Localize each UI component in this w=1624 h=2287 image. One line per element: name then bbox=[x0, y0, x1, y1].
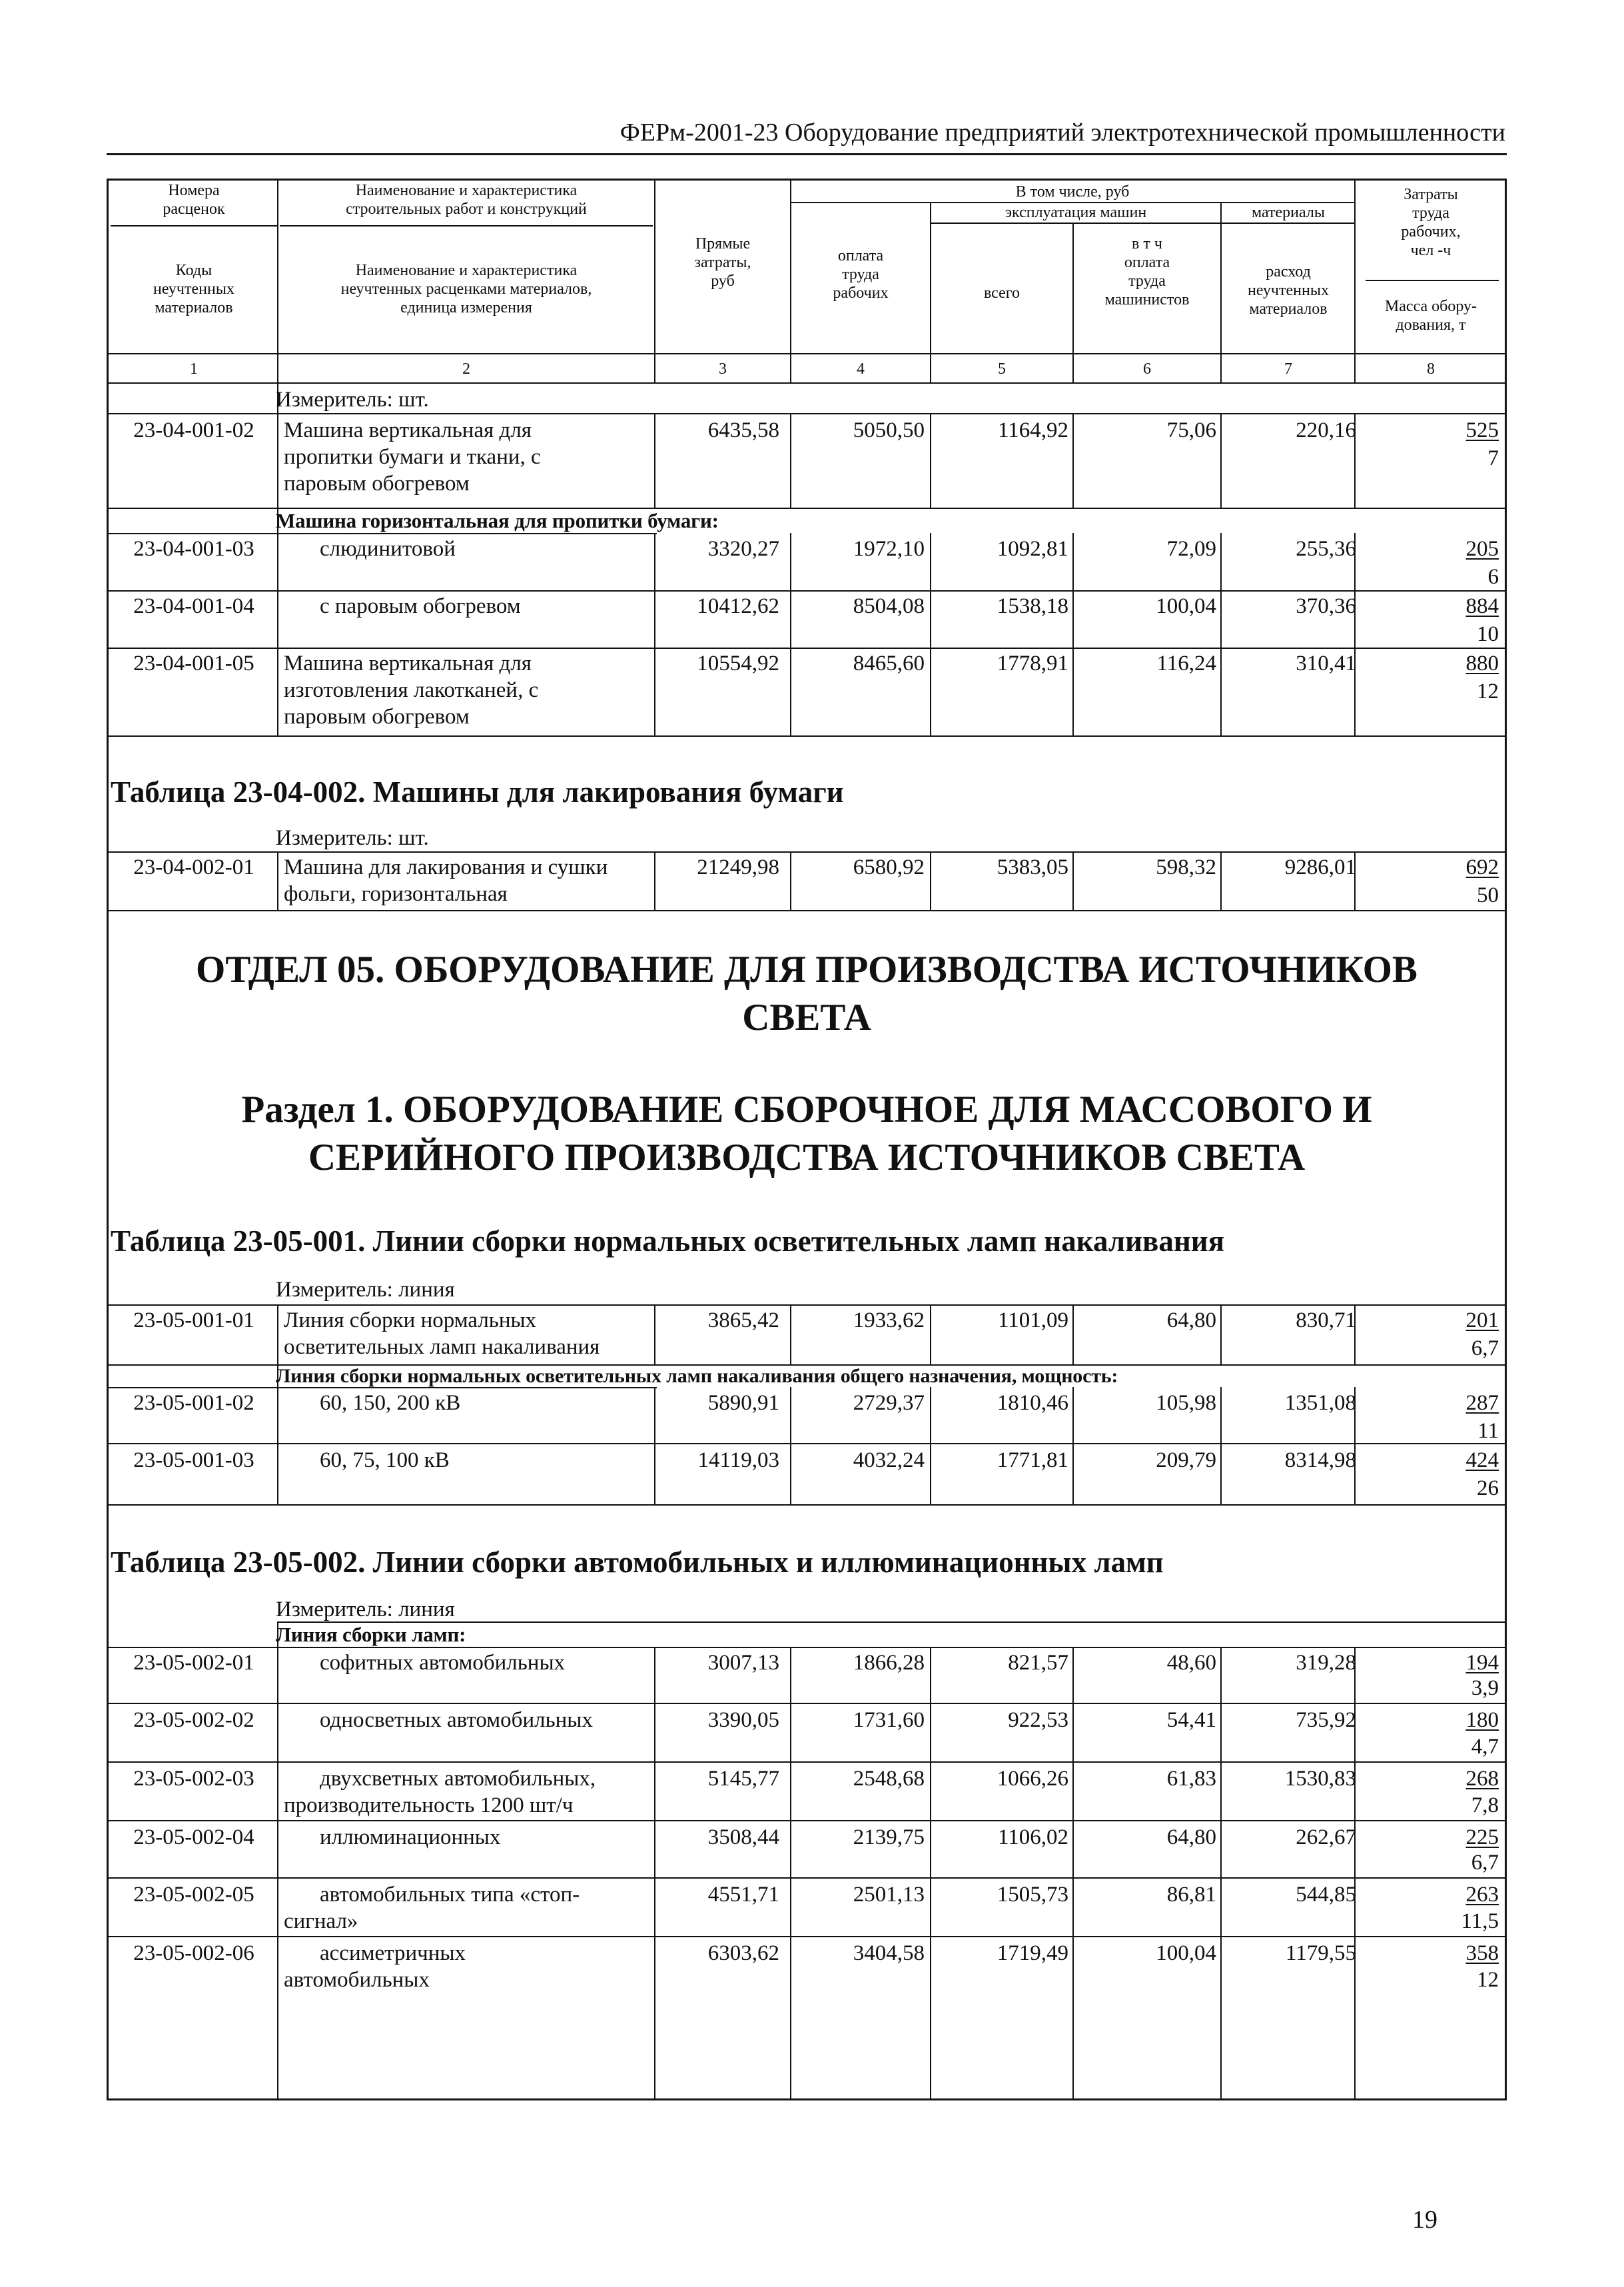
col-line bbox=[1220, 1304, 1222, 1364]
machine-total: 5383,05 bbox=[997, 855, 1068, 879]
materials-cost: 262,67 bbox=[1296, 1825, 1356, 1849]
header-line: Коды bbox=[175, 262, 212, 279]
rate-code: 23-04-002-01 bbox=[133, 855, 254, 879]
name-line: слюдинитовой bbox=[320, 537, 456, 561]
materials-cost: 220,16 bbox=[1296, 418, 1356, 442]
header-line: Прямые bbox=[695, 235, 751, 252]
materials-cost: 370,36 bbox=[1296, 594, 1356, 618]
col7-header bbox=[1223, 262, 1354, 318]
col-line bbox=[1220, 202, 1222, 382]
labor-hours: 180 bbox=[1465, 1708, 1499, 1732]
labor-hours: 201 bbox=[1465, 1308, 1499, 1332]
name-line: софитных автомобильных bbox=[320, 1651, 566, 1675]
machinist-wages: 100,04 bbox=[1156, 1941, 1216, 1965]
exploitation-header: эксплуатация машин bbox=[1005, 204, 1147, 221]
equipment-mass: 6,7 bbox=[1471, 1336, 1499, 1360]
col-line bbox=[930, 202, 931, 382]
header-rule bbox=[107, 153, 1507, 155]
rate-code: 23-05-001-01 bbox=[133, 1308, 254, 1332]
materials-cost: 8314,98 bbox=[1284, 1448, 1356, 1472]
page-header: ФЕРм-2001-23 Оборудование предприятий электротехнической промышленности bbox=[619, 119, 1505, 147]
col-line bbox=[930, 533, 931, 735]
subsection-title bbox=[111, 1086, 1503, 1182]
rate-code: 23-04-001-03 bbox=[133, 537, 254, 561]
group-subhead: Линия сборки ламп: bbox=[276, 1623, 466, 1646]
col3-header bbox=[657, 234, 789, 290]
header-line: Затраты bbox=[1404, 186, 1458, 203]
header-line: расход bbox=[1266, 263, 1311, 280]
col-line bbox=[1354, 533, 1356, 735]
rate-code: 23-05-002-04 bbox=[133, 1825, 254, 1849]
machine-total: 922,53 bbox=[1008, 1708, 1068, 1732]
rate-name bbox=[320, 593, 659, 620]
name-line: паровым обогревом bbox=[284, 472, 470, 496]
table-title: Таблица 23-05-002. Линии сборки автомобильных и иллюминационных ламп bbox=[111, 1546, 1164, 1579]
section-title-line: СВЕТА bbox=[742, 997, 871, 1039]
rate-name bbox=[284, 417, 657, 497]
labor-hours: 263 bbox=[1465, 1883, 1499, 1907]
header-line: неучтенных bbox=[153, 280, 234, 298]
labor-wages: 8504,08 bbox=[853, 594, 925, 618]
direct-costs: 10412,62 bbox=[697, 594, 779, 618]
equipment-mass: 4,7 bbox=[1471, 1735, 1499, 1759]
exploitation-rule bbox=[930, 223, 1354, 224]
labor-hours: 358 bbox=[1465, 1941, 1499, 1965]
machine-total: 1066,26 bbox=[997, 1767, 1068, 1791]
direct-costs: 3865,42 bbox=[707, 1308, 779, 1332]
equipment-mass: 7,8 bbox=[1471, 1793, 1499, 1817]
name-line: с паровым обогревом bbox=[320, 594, 521, 618]
page-number: 19 bbox=[1412, 2206, 1437, 2234]
header-line: труда bbox=[842, 266, 879, 283]
header-line: единица измерения bbox=[400, 299, 532, 316]
direct-costs: 5145,77 bbox=[707, 1767, 779, 1791]
col-line bbox=[1072, 223, 1074, 382]
name-line: Линия сборки нормальных bbox=[284, 1308, 537, 1332]
machine-total: 1719,49 bbox=[997, 1941, 1068, 1965]
header-line: строительных работ и конструкций bbox=[346, 201, 587, 218]
labor-wages: 2139,75 bbox=[853, 1825, 925, 1849]
direct-costs: 14119,03 bbox=[697, 1448, 779, 1472]
header-line: рабочих bbox=[833, 284, 889, 302]
subsection-title-line: Раздел 1. ОБОРУДОВАНИЕ СБОРОЧНОЕ ДЛЯ МАССОВОГО И bbox=[241, 1089, 1372, 1131]
labor-hours: 194 bbox=[1465, 1651, 1499, 1675]
equipment-mass: 10 bbox=[1477, 622, 1499, 646]
machine-total: 1810,46 bbox=[997, 1391, 1068, 1415]
col4-header bbox=[793, 246, 929, 302]
col8-split-rule bbox=[1366, 280, 1499, 281]
labor-hours: 525 bbox=[1465, 418, 1499, 442]
machine-total: 821,57 bbox=[1008, 1651, 1068, 1675]
equipment-mass: 12 bbox=[1477, 1968, 1499, 1992]
col5-header: всего bbox=[983, 284, 1020, 302]
row-rule bbox=[107, 1936, 1507, 1937]
row-rule bbox=[107, 1443, 1507, 1444]
machine-total: 1106,02 bbox=[997, 1825, 1068, 1849]
col-number: 2 bbox=[462, 360, 470, 378]
labor-hours: 205 bbox=[1465, 537, 1499, 561]
col-number: 5 bbox=[998, 360, 1006, 378]
measure-unit: Измеритель: шт. bbox=[276, 826, 429, 850]
name-line: односветных автомобильных bbox=[320, 1708, 593, 1732]
machinist-wages: 598,32 bbox=[1156, 855, 1216, 879]
equipment-mass: 3,9 bbox=[1471, 1676, 1499, 1700]
col2-bottom-header bbox=[280, 261, 653, 317]
labor-wages: 4032,24 bbox=[853, 1448, 925, 1472]
direct-costs: 3320,27 bbox=[707, 537, 779, 561]
group-subhead: Линия сборки нормальных осветительных ламп накаливания общего назначения, мощность: bbox=[276, 1365, 1118, 1387]
header-line: затраты, bbox=[694, 254, 751, 271]
header-line: труда bbox=[1412, 205, 1449, 222]
header-line: оплата bbox=[837, 247, 884, 264]
direct-costs: 21249,98 bbox=[697, 855, 779, 879]
col-line bbox=[1072, 533, 1074, 735]
col-line bbox=[930, 413, 931, 508]
name-line: иллюминационных bbox=[320, 1825, 501, 1849]
col-line bbox=[930, 851, 931, 910]
col6-header bbox=[1075, 234, 1219, 309]
row-rule bbox=[107, 648, 1507, 649]
rate-code: 23-05-002-03 bbox=[133, 1767, 254, 1791]
labor-wages: 8465,60 bbox=[853, 652, 925, 676]
labor-wages: 1731,60 bbox=[853, 1708, 925, 1732]
labor-hours: 692 bbox=[1465, 855, 1499, 879]
col-line bbox=[930, 1304, 931, 1364]
equipment-mass: 6,7 bbox=[1471, 1851, 1499, 1875]
machine-total: 1538,18 bbox=[997, 594, 1068, 618]
labor-hours: 225 bbox=[1465, 1825, 1499, 1849]
section-title bbox=[111, 946, 1503, 1042]
row-rule bbox=[107, 910, 1507, 911]
machinist-wages: 72,09 bbox=[1166, 537, 1216, 561]
direct-costs: 10554,92 bbox=[697, 652, 779, 676]
col-number: 6 bbox=[1143, 360, 1151, 378]
header-line: материалов bbox=[155, 299, 233, 316]
header-line: неучтенных расценками материалов, bbox=[340, 280, 592, 298]
materials-cost: 319,28 bbox=[1296, 1651, 1356, 1675]
col-line bbox=[1072, 1304, 1074, 1364]
col-number: 1 bbox=[190, 360, 198, 378]
machine-total: 1164,92 bbox=[997, 418, 1068, 442]
equipment-mass: 7 bbox=[1487, 446, 1499, 470]
col8-top-header bbox=[1357, 185, 1505, 260]
row-rule bbox=[107, 1504, 1507, 1506]
col-line bbox=[790, 533, 791, 735]
name-line: двухсветных автомобильных, bbox=[320, 1767, 596, 1791]
row-rule bbox=[107, 1877, 1507, 1879]
col-line bbox=[1072, 413, 1074, 508]
header-line: дования, т bbox=[1396, 316, 1466, 334]
machine-total: 1101,09 bbox=[997, 1308, 1068, 1332]
row-rule bbox=[107, 851, 1507, 853]
col-line bbox=[277, 382, 278, 735]
labor-wages: 6580,92 bbox=[853, 855, 925, 879]
labor-wages: 3404,58 bbox=[853, 1941, 925, 1965]
name-line: автомобильных типа «стоп- bbox=[320, 1883, 580, 1907]
col8-bottom-header bbox=[1357, 297, 1505, 334]
equipment-mass: 11,5 bbox=[1461, 1909, 1499, 1933]
materials-cost: 255,36 bbox=[1296, 537, 1356, 561]
col-line bbox=[1072, 851, 1074, 910]
rate-name bbox=[284, 1940, 657, 1993]
direct-costs: 6435,58 bbox=[707, 418, 779, 442]
machinist-wages: 64,80 bbox=[1166, 1308, 1216, 1332]
col-line bbox=[1220, 1647, 1222, 2100]
machinist-wages: 54,41 bbox=[1166, 1708, 1216, 1732]
direct-costs: 5890,91 bbox=[707, 1391, 779, 1415]
header-line: машинистов bbox=[1104, 291, 1190, 308]
direct-costs: 3390,05 bbox=[707, 1708, 779, 1732]
col-line bbox=[1220, 413, 1222, 508]
machinist-wages: 116,24 bbox=[1156, 652, 1216, 676]
name-line: сигнал» bbox=[284, 1909, 358, 1933]
row-rule bbox=[107, 1304, 1507, 1306]
in-total-header: В том числе, руб bbox=[1015, 183, 1130, 201]
col-line bbox=[930, 1387, 931, 1504]
direct-costs: 3508,44 bbox=[707, 1825, 779, 1849]
equipment-mass: 6 bbox=[1487, 565, 1499, 589]
machine-total: 1505,73 bbox=[997, 1883, 1068, 1907]
labor-wages: 2548,68 bbox=[853, 1767, 925, 1791]
col-line bbox=[790, 851, 791, 910]
row-rule bbox=[107, 735, 1507, 737]
equipment-mass: 12 bbox=[1477, 680, 1499, 703]
name-line: автомобильных bbox=[284, 1968, 430, 1992]
machine-total: 1771,81 bbox=[997, 1448, 1068, 1472]
col-line bbox=[790, 1304, 791, 1364]
rate-code: 23-04-001-05 bbox=[133, 652, 254, 676]
row-rule bbox=[107, 413, 1507, 414]
col1-bottom-header bbox=[111, 261, 277, 317]
name-line: 60, 150, 200 кВ bbox=[320, 1391, 461, 1415]
col1-top-header bbox=[111, 181, 277, 219]
materials-cost: 1530,83 bbox=[1284, 1767, 1356, 1791]
col-line bbox=[930, 1647, 931, 2100]
col2-top-header bbox=[280, 181, 653, 219]
materials-cost: 735,92 bbox=[1296, 1708, 1356, 1732]
column-numbers-rule bbox=[107, 382, 1507, 384]
col-number: 4 bbox=[857, 360, 865, 378]
equipment-mass: 11 bbox=[1477, 1419, 1499, 1443]
rate-code: 23-05-001-03 bbox=[133, 1448, 254, 1472]
col-line bbox=[1220, 1387, 1222, 1504]
col-line bbox=[1220, 533, 1222, 735]
header-line: чел -ч bbox=[1410, 242, 1451, 259]
rate-code: 23-04-001-04 bbox=[133, 594, 254, 618]
measure-unit: Измеритель: линия bbox=[276, 1278, 455, 1302]
header-line: труда bbox=[1128, 272, 1166, 290]
direct-costs: 3007,13 bbox=[707, 1651, 779, 1675]
direct-costs: 6303,62 bbox=[707, 1941, 779, 1965]
rate-code: 23-05-002-01 bbox=[133, 1651, 254, 1675]
col-line bbox=[790, 1647, 791, 2100]
subsection-title-line: СЕРИЙНОГО ПРОИЗВОДСТВА ИСТОЧНИКОВ СВЕТА bbox=[308, 1137, 1306, 1178]
labor-wages: 2501,13 bbox=[853, 1883, 925, 1907]
rate-name bbox=[320, 1707, 659, 1733]
labor-hours: 268 bbox=[1465, 1767, 1499, 1791]
header-line: в т ч bbox=[1132, 235, 1162, 252]
header-line: Номера bbox=[168, 182, 220, 199]
labor-hours: 287 bbox=[1465, 1391, 1499, 1415]
materials-cost: 1179,55 bbox=[1285, 1941, 1356, 1965]
name-line: осветительных ламп накаливания bbox=[284, 1335, 600, 1359]
labor-wages: 5050,50 bbox=[853, 418, 925, 442]
materials-header: материалы bbox=[1251, 204, 1325, 221]
col2-split-rule bbox=[280, 225, 653, 227]
header-line: материалов bbox=[1249, 300, 1328, 318]
machine-total: 1778,91 bbox=[997, 652, 1068, 676]
header-line: руб bbox=[711, 272, 735, 290]
header-line: неучтенных bbox=[1248, 282, 1329, 299]
machinist-wages: 61,83 bbox=[1166, 1767, 1216, 1791]
labor-wages: 2729,37 bbox=[853, 1391, 925, 1415]
materials-cost: 9286,01 bbox=[1284, 855, 1356, 879]
header-line: оплата bbox=[1124, 254, 1170, 271]
name-line: производительность 1200 шт/ч bbox=[284, 1793, 574, 1817]
name-line: паровым обогревом bbox=[284, 705, 470, 729]
materials-cost: 310,41 bbox=[1296, 652, 1356, 676]
name-line: Машина вертикальная для bbox=[284, 652, 532, 676]
rate-code: 23-05-001-02 bbox=[133, 1391, 254, 1415]
col-line bbox=[1354, 179, 1356, 382]
labor-hours: 424 bbox=[1465, 1448, 1499, 1472]
header-line: Наименование и характеристика bbox=[355, 182, 578, 199]
machinist-wages: 100,04 bbox=[1156, 594, 1216, 618]
direct-costs: 4551,71 bbox=[707, 1883, 779, 1907]
labor-wages: 1866,28 bbox=[853, 1651, 925, 1675]
name-line: ассиметричных bbox=[320, 1941, 466, 1965]
machinist-wages: 64,80 bbox=[1166, 1825, 1216, 1849]
rate-code: 23-05-002-05 bbox=[133, 1883, 254, 1907]
row-rule bbox=[107, 1703, 1507, 1704]
machinist-wages: 86,81 bbox=[1166, 1883, 1216, 1907]
labor-wages: 1933,62 bbox=[853, 1308, 925, 1332]
materials-cost: 830,71 bbox=[1296, 1308, 1356, 1332]
rate-name bbox=[284, 854, 657, 907]
measure-unit: Измеритель: шт. bbox=[276, 388, 429, 412]
rate-code: 23-05-002-06 bbox=[133, 1941, 254, 1965]
rate-name bbox=[284, 1765, 657, 1819]
machine-total: 1092,81 bbox=[997, 537, 1068, 561]
rate-code: 23-05-002-02 bbox=[133, 1708, 254, 1732]
col-line bbox=[790, 1387, 791, 1504]
col-line bbox=[277, 179, 278, 382]
col-line bbox=[790, 179, 791, 382]
row-rule bbox=[107, 1761, 1507, 1763]
equipment-mass: 50 bbox=[1477, 883, 1499, 907]
machinist-wages: 48,60 bbox=[1166, 1651, 1216, 1675]
labor-wages: 1972,10 bbox=[853, 537, 925, 561]
rate-name bbox=[320, 1649, 659, 1676]
measure-unit: Измеритель: линия bbox=[276, 1598, 455, 1621]
machinist-wages: 75,06 bbox=[1166, 418, 1216, 442]
rate-name bbox=[320, 1390, 659, 1416]
rate-code: 23-04-001-02 bbox=[133, 418, 254, 442]
name-line: фольги, горизонтальная bbox=[284, 882, 508, 906]
header-line: Масса обору- bbox=[1384, 298, 1477, 315]
machinist-wages: 105,98 bbox=[1156, 1391, 1216, 1415]
col-number: 8 bbox=[1427, 360, 1435, 378]
col-line bbox=[1220, 851, 1222, 910]
row-rule bbox=[107, 590, 1507, 592]
table-title: Таблица 23-04-002. Машины для лакирования бумаги bbox=[111, 775, 844, 809]
header-bottom-rule bbox=[107, 353, 1507, 354]
materials-cost: 544,85 bbox=[1296, 1883, 1356, 1907]
rate-name bbox=[320, 1824, 659, 1851]
rate-name bbox=[284, 650, 657, 730]
section-title-line: ОТДЕЛ 05. ОБОРУДОВАНИЕ ДЛЯ ПРОИЗВОДСТВА ИСТОЧНИКОВ bbox=[196, 949, 1418, 991]
name-line: Машина вертикальная для bbox=[284, 418, 532, 442]
name-line: пропитки бумаги и ткани, с bbox=[284, 445, 541, 469]
name-line: Машина для лакирования и сушки bbox=[284, 855, 608, 879]
col-line bbox=[277, 1304, 278, 1504]
name-line: 60, 75, 100 кВ bbox=[320, 1448, 450, 1472]
row-rule bbox=[107, 1820, 1507, 1821]
col-line bbox=[277, 1621, 278, 2100]
header-line: Наименование и характеристика bbox=[355, 262, 578, 279]
machinist-wages: 209,79 bbox=[1156, 1448, 1216, 1472]
name-line: изготовления лакотканей, с bbox=[284, 678, 539, 702]
materials-cost: 1351,08 bbox=[1284, 1391, 1356, 1415]
col-line bbox=[1072, 1387, 1074, 1504]
col1-split-rule bbox=[111, 225, 277, 227]
equipment-mass: 26 bbox=[1477, 1476, 1499, 1500]
group-subhead: Машина горизонтальная для пропитки бумаги: bbox=[276, 509, 719, 532]
col-line bbox=[790, 413, 791, 508]
col-number: 3 bbox=[719, 360, 727, 378]
rate-name bbox=[320, 1447, 659, 1474]
rate-name bbox=[284, 1307, 657, 1360]
header-line: расценок bbox=[163, 201, 225, 218]
header-line: рабочих, bbox=[1401, 223, 1461, 240]
labor-hours: 884 bbox=[1465, 594, 1499, 618]
col-line bbox=[1072, 1647, 1074, 2100]
table-title: Таблица 23-05-001. Линии сборки нормальных осветительных ламп накаливания bbox=[111, 1224, 1225, 1258]
rate-name bbox=[284, 1881, 657, 1935]
col-line bbox=[277, 851, 278, 910]
labor-hours: 880 bbox=[1465, 652, 1499, 676]
col-number: 7 bbox=[1284, 360, 1292, 378]
rate-name bbox=[320, 536, 659, 562]
col-line bbox=[654, 179, 655, 382]
